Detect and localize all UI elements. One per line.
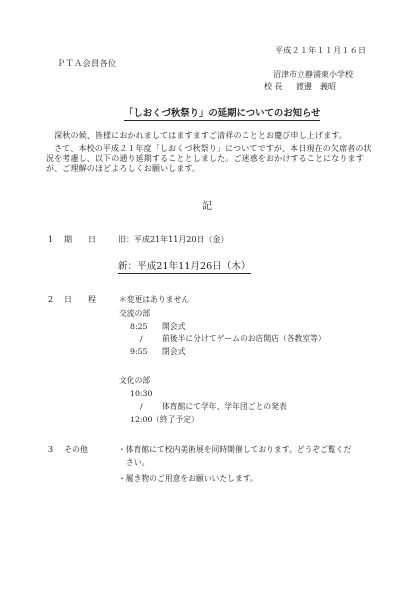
old-date: 旧：平成21年11月20日（金） [118, 235, 229, 244]
part1-time-3: 9:55 [130, 347, 148, 356]
part2-time-1: 10:30 [130, 389, 153, 398]
part2-text-3: （終了予定） [152, 415, 199, 424]
other-bullet-1-line-2: さい。 [126, 458, 150, 467]
part1-time-1: 8:25 [130, 322, 148, 331]
greeting-paragraph [46, 131, 376, 141]
section-3-label: その他 [64, 445, 88, 454]
part2-text-2: 体育館にて学年、学年団ごとの発表 [162, 402, 287, 411]
part1-text-2: 前後半に分けてゲームのお店開店（各教室等） [162, 334, 326, 343]
notice-title [124, 108, 320, 120]
issue-date: 平成２１年１１月１６日 [275, 46, 367, 55]
part1-text-1: 開会式 [162, 322, 186, 331]
principal-name: 渡邊 義昭 [296, 82, 336, 91]
school-name: 沼津市立静浦東小学校 [273, 70, 353, 79]
ki-heading: 記 [202, 201, 212, 212]
other-bullet-1-line-1: ・体育館にて校内美術展を同時開催しております。どうぞご覧くだ [118, 445, 352, 454]
new-date: 新：平成21年11月26日（木） [118, 261, 251, 272]
addressee: ＰＴＡ会員各位 [57, 58, 117, 68]
section-2-number: 2 [48, 295, 54, 304]
section-3-number: 3 [48, 445, 54, 454]
part1-title: 交流の部 [119, 309, 151, 318]
principal [264, 82, 336, 92]
explanation-text: さて、本校の平成２１年度「しおくづ秋祭り」についてですが、本日現在の欠席者の状況を考慮し、以下の通り延期することとしました。ご迷惑をおかけすることになりますが、ご理解のほどよろしくお願いします。 [46, 144, 372, 173]
notice-title-text: 「しおくづ秋祭り」の延期についてのお知らせ [124, 108, 321, 119]
part2-time-2: / [140, 402, 143, 411]
greeting-text: 深秋の候、皆様におかれましてはますますご清祥のこととお慶び申し上げます。 [54, 131, 347, 140]
section-2-label: 日 程 [64, 295, 96, 304]
part2-time-3: 12:00 [130, 415, 153, 424]
part1-time-2: / [140, 334, 143, 343]
part1-text-3: 閉会式 [162, 347, 186, 356]
schedule-note: ＊変更はありません [119, 295, 190, 304]
section-1-number: 1 [48, 235, 54, 244]
section-1-label: 期 日 [64, 235, 96, 244]
explanation-paragraph [46, 144, 376, 174]
other-bullet-2: ・履き物のご用意をお願いいたします。 [118, 474, 258, 483]
part2-title: 文化の部 [119, 376, 151, 385]
principal-role: 校 長 [264, 82, 283, 91]
